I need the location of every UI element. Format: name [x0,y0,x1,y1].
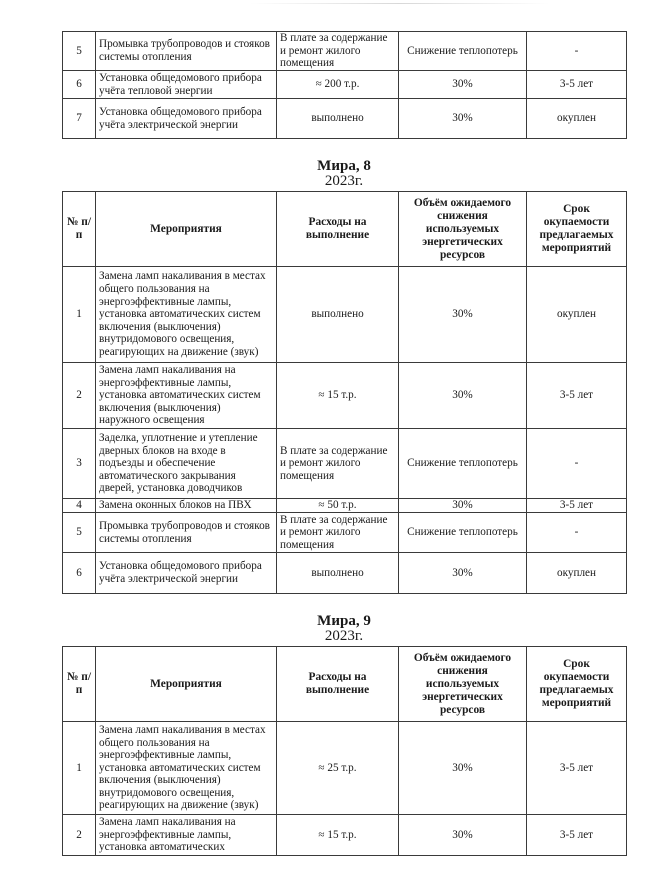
cost-value: ≈ 15 т.р. [277,815,399,856]
row-number: 5 [63,32,96,71]
payback-value: окуплен [527,99,627,139]
payback-value: - [527,429,627,499]
cost-value: В плате за содержание и ремонт жилого помещения [277,32,399,71]
row-number: 4 [63,499,96,513]
measure-name: Замена ламп накаливания на энергоэффективные лампы, установка автоматических систем включения (выключения) наружного освещения [96,363,277,429]
row-number: 6 [63,553,96,594]
continued-table [62,31,627,139]
payback-value: 3-5 лет [527,71,627,99]
measure-name: Промывка трубопроводов и стояков системы отопления [96,513,277,553]
header-name: Мероприятия [96,192,277,267]
section-year: 2023г. [324,173,364,189]
measure-name: Замена оконных блоков на ПВХ [96,499,277,513]
measure-name: Промывка трубопроводов и стояков системы отопления [96,32,277,71]
row-number: 2 [63,363,96,429]
measure-name: Замена ламп накаливания на энергоэффективные лампы, установка автоматических [96,815,277,856]
table-row [63,71,627,99]
cost-value: выполнено [277,99,399,139]
table-header-row [63,192,627,267]
row-number: 6 [63,71,96,99]
cost-value: выполнено [277,267,399,363]
measure-name: Замена ламп накаливания в местах общего пользования на энергоэффективные лампы, установка автоматических систем включения (выключения) внутридомового освещения, реагирующих на движение (звук) [96,722,277,815]
header-cost: Расходы на выполнение [277,192,399,267]
row-number: 7 [63,99,96,139]
section-title: Мира, 8 [317,158,371,174]
volume-value: 30% [399,722,527,815]
payback-value: - [527,513,627,553]
measure-name: Установка общедомового прибора учёта тепловой энергии [96,71,277,99]
row-number: 1 [63,722,96,815]
header-name: Мероприятия [96,647,277,722]
cost-value: В плате за содержание и ремонт жилого помещения [277,429,399,499]
measures-table [62,646,627,856]
row-number: 3 [63,429,96,499]
continued-table-section [62,31,626,139]
volume-value: 30% [399,815,527,856]
payback-value: - [527,32,627,71]
volume-value: 30% [399,499,527,513]
table-row [63,32,627,71]
table-row [63,513,627,553]
table-header-row [63,647,627,722]
cost-value: ≈ 50 т.р. [277,499,399,513]
table-row [63,267,627,363]
measure-name: Установка общедомового прибора учёта электрической энергии [96,553,277,594]
row-number: 1 [63,267,96,363]
row-number: 5 [63,513,96,553]
header-payback: Срок окупаемости предлагаемых мероприятий [527,192,627,267]
payback-value: окуплен [527,267,627,363]
volume-value: Снижение теплопотерь [399,429,527,499]
volume-value: 30% [399,99,527,139]
cost-value: выполнено [277,553,399,594]
measure-name: Заделка, уплотнение и утепление дверных блоков на входе в подъезды и обеспечение автоматического закрывания дверей, установка доводчиков [96,429,277,499]
section-title: Мира, 9 [317,613,371,629]
volume-value: 30% [399,267,527,363]
section-year: 2023г. [324,628,364,644]
table-row [63,722,627,815]
scan-edge-artifact [250,3,550,4]
payback-value: 3-5 лет [527,722,627,815]
header-volume: Объём ожидаемого снижения используемых энергетических ресурсов [399,647,527,722]
volume-value: 30% [399,363,527,429]
table-row [63,553,627,594]
table-row [63,99,627,139]
payback-value: 3-5 лет [527,815,627,856]
cost-value: ≈ 200 т.р. [277,71,399,99]
table-row [63,363,627,429]
table-row [63,499,627,513]
measure-name: Замена ламп накаливания в местах общего пользования на энергоэффективные лампы, установка автоматических систем включения (выключения) внутридомового освещения, реагирующих на движение (звук) [96,267,277,363]
table-row [63,429,627,499]
table-row [63,815,627,856]
header-num: № п/п [63,647,96,722]
cost-value: ≈ 15 т.р. [277,363,399,429]
payback-value: окуплен [527,553,627,594]
volume-value: Снижение теплопотерь [399,513,527,553]
payback-value: 3-5 лет [527,363,627,429]
section-mira-8 [62,158,626,594]
measures-table [62,191,627,594]
volume-value: 30% [399,553,527,594]
header-num: № п/п [63,192,96,267]
header-cost: Расходы на выполнение [277,647,399,722]
row-number: 2 [63,815,96,856]
measure-name: Установка общедомового прибора учёта электрической энергии [96,99,277,139]
payback-value: 3-5 лет [527,499,627,513]
section-mira-9 [62,613,626,856]
header-volume: Объём ожидаемого снижения используемых энергетических ресурсов [399,192,527,267]
volume-value: Снижение теплопотерь [399,32,527,71]
volume-value: 30% [399,71,527,99]
cost-value: В плате за содержание и ремонт жилого помещения [277,513,399,553]
cost-value: ≈ 25 т.р. [277,722,399,815]
header-payback: Срок окупаемости предлагаемых мероприятий [527,647,627,722]
